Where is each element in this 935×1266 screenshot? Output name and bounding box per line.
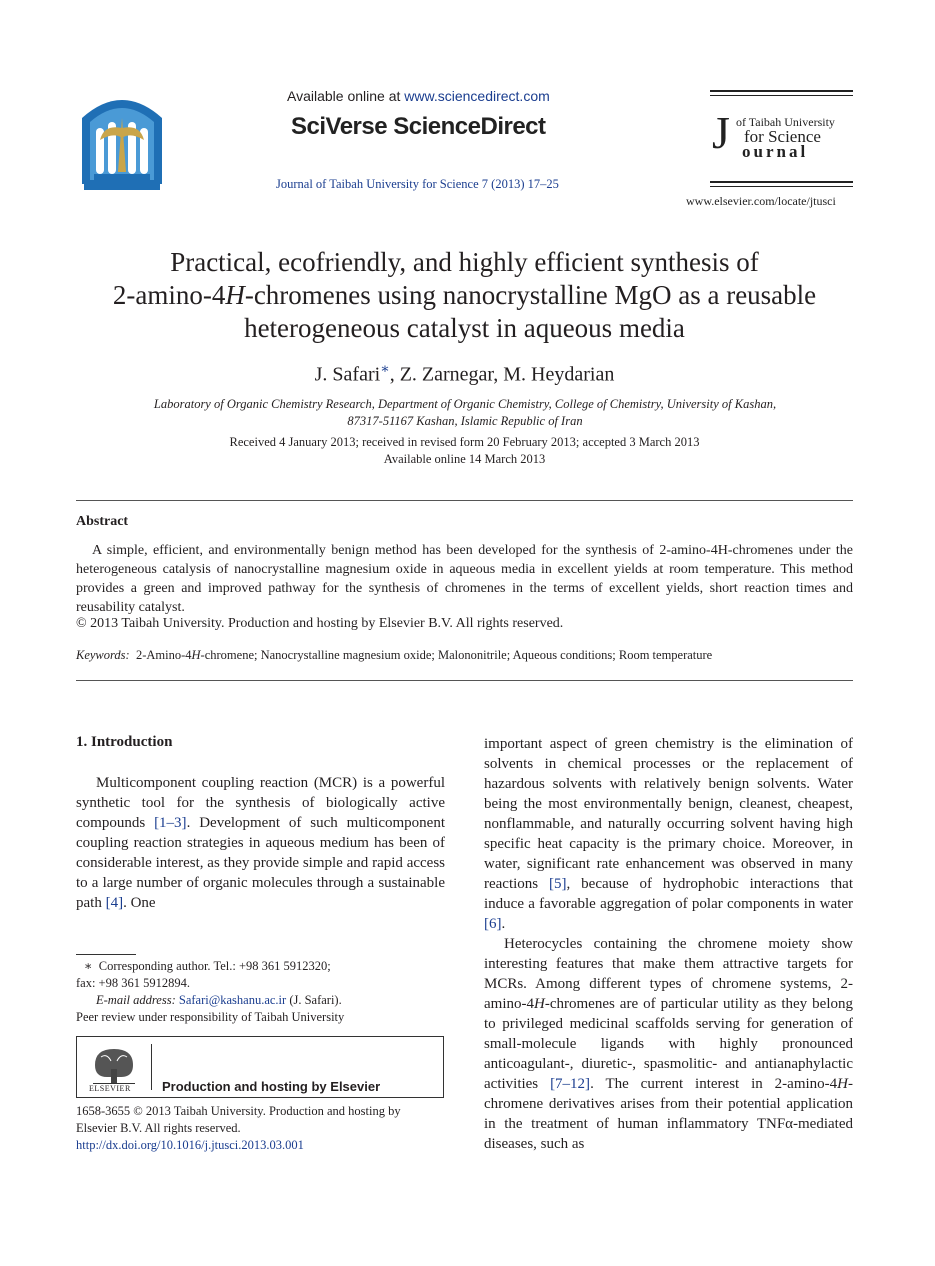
footnote-corresponding: ∗ Corresponding author. Tel.: +98 361 5912320; — [84, 959, 331, 973]
footnote-email: E-mail address: Safari@kashanu.ac.ir (J. Safari). — [96, 993, 342, 1007]
issn-line-1: 1658-3655 © 2013 Taibah University. Production and hosting by — [76, 1104, 401, 1118]
journal-logo-line1: of Taibah University — [736, 115, 835, 129]
title-line-3: heterogeneous catalyst in aqueous media — [244, 313, 685, 343]
elsevier-wordmark: ELSEVIER — [89, 1084, 131, 1093]
corresponding-footnote — [76, 958, 445, 1026]
doi-link[interactable]: http://dx.doi.org/10.1016/j.jtusci.2013.03.001 — [76, 1138, 304, 1152]
journal-logo-line3: ournal — [742, 142, 809, 161]
journal-logo-initial: J — [712, 107, 730, 158]
issn-line-2: Elsevier B.V. All rights reserved. — [76, 1121, 241, 1135]
elsevier-production-box — [76, 1036, 444, 1098]
taibah-university-logo — [74, 88, 170, 192]
section-heading-introduction: 1. Introduction — [76, 734, 173, 750]
reference-link[interactable]: [6] — [484, 916, 502, 932]
reference-link[interactable]: [7–12] — [550, 1076, 591, 1092]
left-column — [76, 773, 445, 913]
available-online — [287, 88, 550, 104]
journal-citation[interactable]: Journal of Taibah University for Science 7 (2013) 17–25 — [276, 177, 559, 191]
abstract-top-rule — [76, 500, 853, 501]
abstract-bottom-rule — [76, 680, 853, 681]
box-divider — [151, 1044, 152, 1090]
journal-logo — [710, 88, 855, 188]
reference-link[interactable]: [5] — [549, 876, 567, 892]
author-list — [76, 361, 853, 387]
elsevier-locate-url[interactable]: www.elsevier.com/locate/jtusci — [686, 194, 836, 208]
article-title — [76, 246, 853, 345]
sciverse-brand: SciVerse ScienceDirect — [291, 113, 546, 140]
intro-paragraph-1-continued: important aspect of green chemistry is the elimination of solvents in chemical processes or the replacement of hazardous solvents with relatively benign solvents. Water being the most environmentally benign, cleanest, cheapest, nonflammable, and naturally occurring solvent having high specific heat capacity is the primary choice. Moreover, in water, significant rate enhancement was observed in many reactions [5], because of hydrophobic interactions that induce a favorable aggregation of polar components in water [6]. — [484, 736, 853, 932]
author-safari: J. Safari — [314, 363, 381, 386]
abstract-copyright: © 2013 Taibah University. Production and hosting by Elsevier B.V. All rights reserved. — [76, 616, 564, 631]
issn-copyright — [76, 1103, 445, 1154]
keywords: Keywords: 2-Amino-4H-chromene; Nanocrystalline magnesium oxide; Malononitrile; Aqueous conditions; Room temperature — [76, 648, 713, 662]
available-online-date: Available online 14 March 2013 — [383, 452, 546, 466]
abstract-text: A simple, efficient, and environmentally benign method has been developed for the synthesis of 2-amino-4H-chromenes under the heterogeneous catalysis of nanocrystalline magnesium oxide in aqueous media in excellent yields at room temperature. This method provides a green and improved pathway for the synthesis of chromenes in the terms of excellent yields, short reaction times and reusability catalyst. — [76, 543, 853, 615]
corresponding-mark[interactable]: ∗ — [380, 362, 390, 377]
production-hosting-label: Production and hosting by Elsevier — [162, 1079, 381, 1094]
footnote-rule — [76, 954, 136, 955]
keywords-label: Keywords: — [76, 648, 130, 662]
affiliation — [110, 396, 820, 430]
abstract-body — [76, 541, 853, 617]
available-prefix: Available online at — [287, 88, 405, 104]
intro-paragraph-2: Heterocycles containing the chromene moiety show interesting features that make them attractive targets for MCRs. Among different types of chromene systems, 2-amino-4H-chromenes are of particular utility as they belong to privileged medicinal scaffolds serving for generation of small-molecule ligands with highly pronounced anticoagulant-, diuretic-, spasmolitic- and antianaphylactic activities [7–12]. The current interest in 2-amino-4H-chromene derivatives arises from their potential application in the treatment of human inflammatory TNFα-mediated diseases, such as — [484, 936, 853, 1152]
email-link[interactable]: Safari@kashanu.ac.ir — [178, 993, 287, 1007]
journal-logo-line2: for Science — [744, 127, 821, 146]
title-line-2: 2-amino-4H-chromenes using nanocrystalline MgO as a reusable — [112, 280, 817, 310]
sciencedirect-link[interactable]: www.sciencedirect.com — [404, 88, 550, 104]
intro-paragraph-1: Multicomponent coupling reaction (MCR) is a powerful synthetic tool for the synthesis of biologically active compounds [1–3]. Development of such multicomponent coupling reaction strategies in aqueous medium has been of considerable interest, as they provide simple and rapid access to a large number of organic molecules through a sustainable path [4]. One — [76, 775, 445, 911]
right-column — [484, 734, 853, 1154]
affiliation-line-1: Laboratory of Organic Chemistry Research, Department of Organic Chemistry, College of Chemistry, University of Kashan, — [153, 397, 777, 411]
abstract-heading: Abstract — [76, 514, 129, 529]
affiliation-line-2: 87317-51167 Kashan, Islamic Republic of Iran — [347, 414, 583, 428]
title-line-1: Practical, ecofriendly, and highly efficient synthesis of — [170, 247, 759, 277]
reference-link[interactable]: [1–3] — [154, 815, 187, 831]
elsevier-tree-logo — [87, 1043, 141, 1093]
authors-rest: , Z. Zarnegar, M. Heydarian — [389, 363, 615, 386]
footnote-peer-review: Peer review under responsibility of Taibah University — [76, 1010, 345, 1024]
article-dates — [76, 434, 853, 468]
received-dates: Received 4 January 2013; received in revised form 20 February 2013; accepted 3 March 2013 — [229, 435, 700, 449]
footnote-fax: fax: +98 361 5912894. — [76, 976, 190, 990]
reference-link[interactable]: [4] — [105, 895, 124, 911]
